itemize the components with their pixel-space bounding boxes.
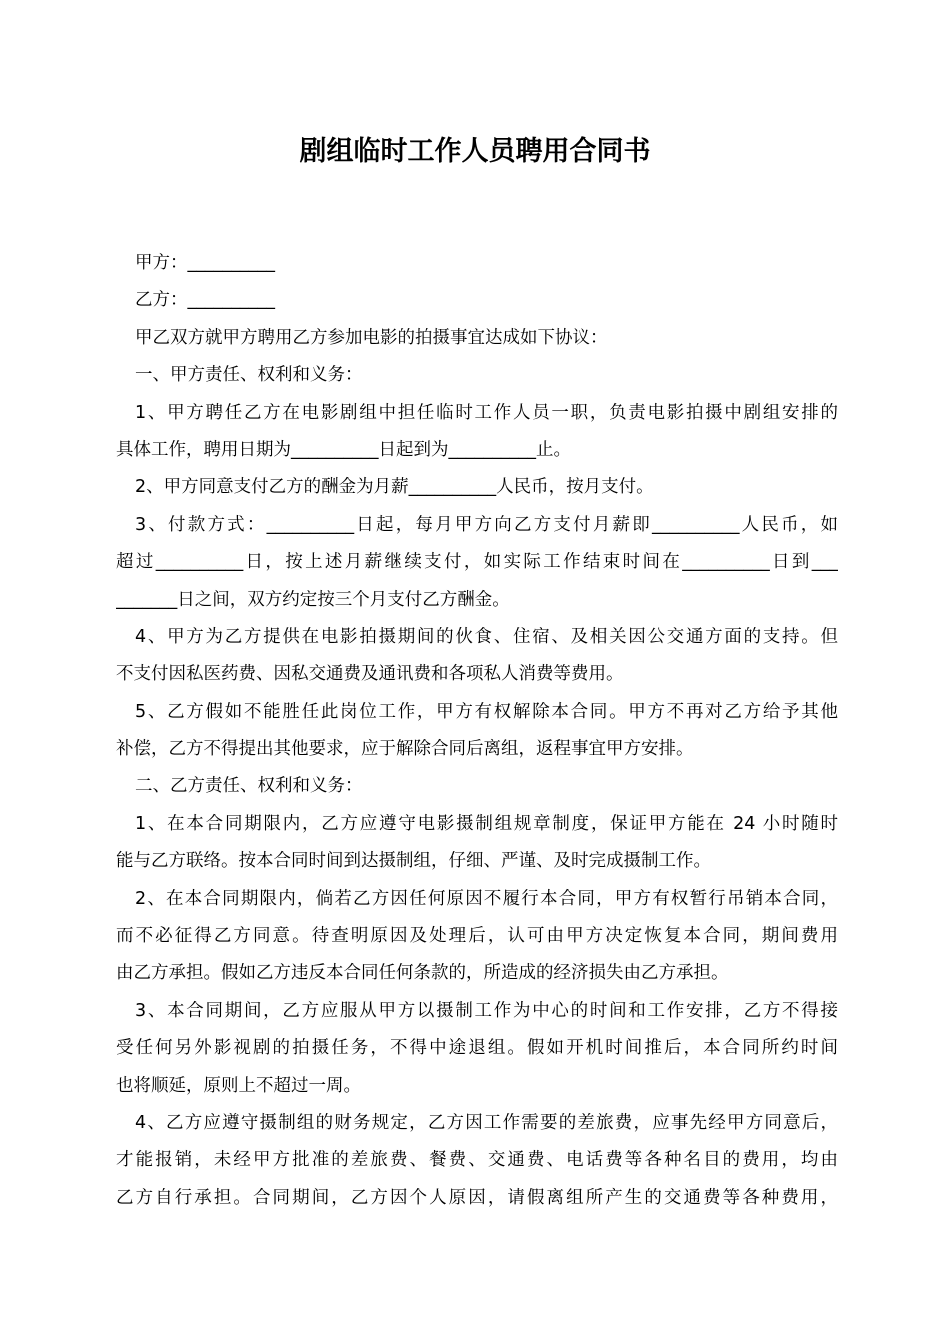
text-line: 补偿，乙方不得提出其他要求，应于解除合同后离组，返程事宜甲方安排。 <box>116 739 694 760</box>
text-line: 4、乙方应遵守摄制组的财务规定，乙方因工作需要的差旅费，应事先经甲方同意后， <box>135 1112 838 1133</box>
text-line: 具体工作，聘用日期为__________日起到为__________止。 <box>116 439 571 460</box>
text-line: 一、甲方责任、权利和义务： <box>135 365 363 386</box>
text-line: 甲乙双方就甲方聘用乙方参加电影的拍摄事宜达成如下协议： <box>135 327 608 348</box>
text-line: 不支付因私医药费、因私交通费及通讯费和各项私人消费等费用。 <box>116 664 624 685</box>
text-line: 才能报销，未经甲方批准的差旅费、餐费、交通费、电话费等各种名目的费用，均由 <box>116 1150 838 1171</box>
text-line: 4、甲方为乙方提供在电影拍摄期间的伙食、住宿、及相关因公交通方面的支持。但 <box>135 626 838 647</box>
text-line: 由乙方承担。假如乙方违反本合同任何条款的，所造成的经济损失由乙方承担。 <box>116 963 729 984</box>
contract-body <box>116 245 838 1217</box>
text-line: 1、在本合同期限内，乙方应遵守电影摄制组规章制度，保证甲方能在 24 小时随时 <box>135 813 838 834</box>
document-title: 剧组临时工作人员聘用合同书 <box>299 136 651 167</box>
text-line: 1、甲方聘任乙方在电影剧组中担任临时工作人员一职，负责电影拍摄中剧组安排的 <box>135 402 838 423</box>
text-line: 而不必征得乙方同意。待查明原因及处理后，认可由甲方决定恢复本合同，期间费用 <box>116 926 838 947</box>
text-line: _______日之间，双方约定按三个月支付乙方酬金。 <box>116 589 510 610</box>
text-line: 二、乙方责任、权利和义务： <box>135 776 363 797</box>
text-line: 也将顺延，原则上不超过一周。 <box>116 1075 361 1096</box>
text-line: 超过__________日，按上述月薪继续支付，如实际工作结束时间在__________日到___ <box>116 552 838 573</box>
text-line: 受任何另外影视剧的拍摄任务，不得中途退组。假如开机时间推后，本合同所约时间 <box>116 1038 838 1059</box>
text-line: 2、在本合同期限内，倘若乙方因任何原因不履行本合同，甲方有权暂行吊销本合同， <box>135 888 838 909</box>
text-line: 乙方：__________ <box>135 290 275 311</box>
text-line: 乙方自行承担。合同期间，乙方因个人原因，请假离组所产生的交通费等各种费用， <box>116 1187 838 1208</box>
text-line: 甲方：__________ <box>135 253 275 273</box>
text-line: 3、本合同期间，乙方应服从甲方以摄制工作为中心的时间和工作安排，乙方不得接 <box>135 1000 838 1021</box>
text-line: 5、乙方假如不能胜任此岗位工作，甲方有权解除本合同。甲方不再对乙方给予其他 <box>135 701 838 722</box>
text-line: 3、付款方式：__________日起，每月甲方向乙方支付月薪即__________人民币，如 <box>135 514 838 535</box>
text-line: 2、甲方同意支付乙方的酬金为月薪__________人民币，按月支付。 <box>135 477 654 498</box>
text-line: 能与乙方联络。按本合同时间到达摄制组，仔细、严谨、及时完成摄制工作。 <box>116 851 711 872</box>
